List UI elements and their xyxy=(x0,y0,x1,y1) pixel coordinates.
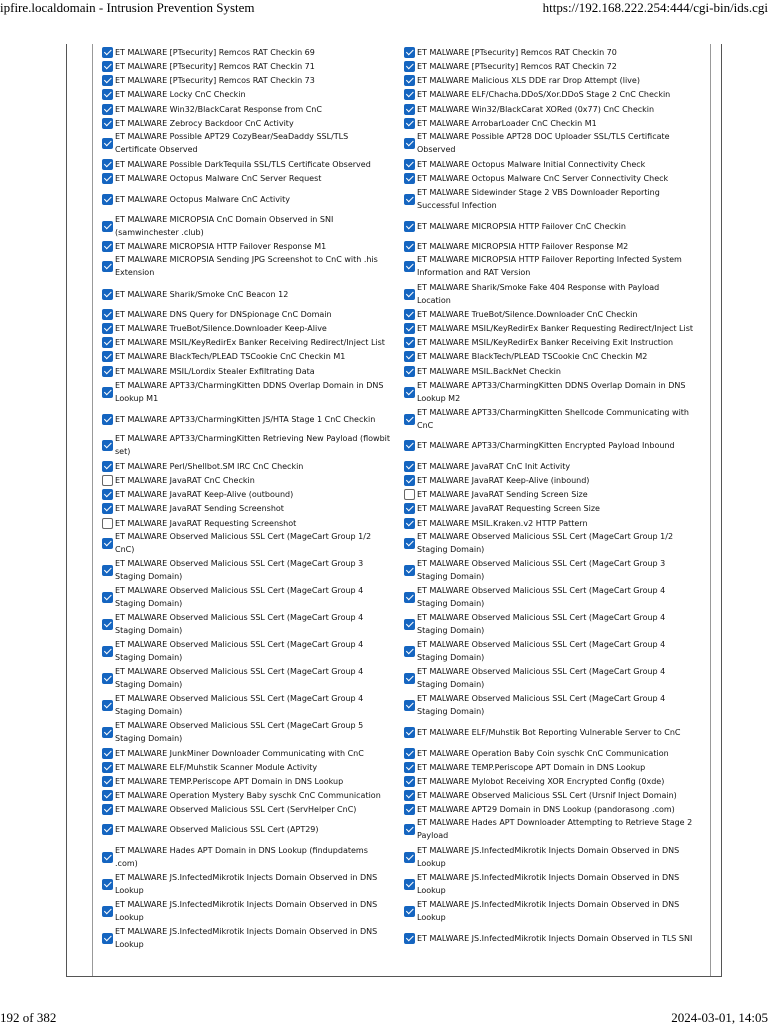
rule-checkbox[interactable] xyxy=(404,565,415,576)
rule-label: ET MALWARE TEMP.Periscope APT Domain in DNS Lookup xyxy=(115,776,344,786)
rule-label: ET MALWARE MICROPSIA HTTP Failover Response M1 xyxy=(115,241,327,251)
rule-label: ET MALWARE MICROPSIA HTTP Failover Response M2 xyxy=(417,241,629,251)
rule-label: ET MALWARE Observed Malicious SSL Cert (MageCart Group 4 Staging Domain) xyxy=(417,586,666,608)
rule-row[interactable] xyxy=(404,584,694,610)
rule-label: ET MALWARE Zebrocy Backdoor CnC Activity xyxy=(115,118,294,128)
rule-label: ET MALWARE Observed Malicious SSL Cert (MageCart Group 3 Staging Domain) xyxy=(115,559,364,581)
rule-row[interactable] xyxy=(404,816,694,842)
rule-label: ET MALWARE Win32/BlackCarat XORed (0x77) CnC Checkin xyxy=(417,104,655,114)
rule-row[interactable] xyxy=(404,638,694,664)
rule-row[interactable] xyxy=(404,611,694,637)
rule-checkbox[interactable] xyxy=(102,440,113,451)
rule-checkbox[interactable] xyxy=(102,118,113,129)
rule-label: ET MALWARE Observed Malicious SSL Cert (MageCart Group 4 Staging Domain) xyxy=(417,694,666,716)
rule-checkbox[interactable] xyxy=(102,804,113,815)
rule-row[interactable] xyxy=(102,925,392,951)
rule-label: ET MALWARE ELF/Muhstik Scanner Module Activity xyxy=(115,762,318,772)
rule-row[interactable] xyxy=(404,925,694,951)
rule-label: ET MALWARE Observed Malicious SSL Cert (MageCart Group 3 Staging Domain) xyxy=(417,559,666,581)
rule-label: ET MALWARE [PTsecurity] Remcos RAT Checkin 71 xyxy=(115,61,315,71)
rule-label: ET MALWARE MSIL/KeyRedirEx Banker Receiving Exit Instruction xyxy=(417,337,674,347)
rule-label: ET MALWARE Observed Malicious SSL Cert (MageCart Group 1/2 CnC) xyxy=(115,532,372,554)
rule-checkbox[interactable] xyxy=(404,366,415,377)
rule-label: ET MALWARE Observed Malicious SSL Cert (Ursnif Inject Domain) xyxy=(417,790,677,800)
rule-label: ET MALWARE Mylobot Receiving XOR Encrypted Config (0xde) xyxy=(417,776,665,786)
rule-row[interactable] xyxy=(102,584,392,610)
rule-label: ET MALWARE Octopus Malware CnC Activity xyxy=(115,194,291,204)
rule-checkbox[interactable] xyxy=(404,673,415,684)
rule-label: ET MALWARE Sidewinder Stage 2 VBS Downloader Reporting Successful Infection xyxy=(417,188,660,210)
rule-label: ET MALWARE APT33/CharmingKitten JS/HTA Stage 1 CnC Checkin xyxy=(115,414,376,424)
rule-row[interactable] xyxy=(404,665,694,691)
rule-label: ET MALWARE Hades APT Domain in DNS Lookup (findupdatems .com) xyxy=(115,846,368,868)
rule-label: ET MALWARE MICROPSIA CnC Domain Observed in SNI (samwinchester .club) xyxy=(115,215,334,237)
rule-checkbox[interactable] xyxy=(404,414,415,425)
rule-label: ET MALWARE [PTsecurity] Remcos RAT Checkin 70 xyxy=(417,47,617,57)
rule-row[interactable] xyxy=(404,557,694,583)
rule-checkbox[interactable] xyxy=(404,852,415,863)
rule-label: ET MALWARE Observed Malicious SSL Cert (MageCart Group 5 Staging Domain) xyxy=(115,721,364,743)
rule-checkbox[interactable] xyxy=(102,565,113,576)
rule-checkbox[interactable] xyxy=(404,387,415,398)
rule-label: ET MALWARE Observed Malicious SSL Cert (MageCart Group 4 Staging Domain) xyxy=(417,667,666,689)
rule-checkbox[interactable] xyxy=(404,173,415,184)
rule-label: ET MALWARE Observed Malicious SSL Cert (MageCart Group 4 Staging Domain) xyxy=(115,640,364,662)
rule-label: ET MALWARE ELF/Chacha.DDoS/Xor.DDoS Stage 2 CnC Checkin xyxy=(417,89,671,99)
rule-label: ET MALWARE Observed Malicious SSL Cert (ServHelper CnC) xyxy=(115,804,357,814)
rule-checkbox[interactable] xyxy=(404,241,415,252)
rule-label: ET MALWARE JunkMiner Downloader Communicating with CnC xyxy=(115,748,364,758)
rule-row[interactable] xyxy=(404,379,694,405)
rule-checkbox[interactable] xyxy=(102,173,113,184)
rule-checkbox[interactable] xyxy=(102,261,113,272)
rule-label: ET MALWARE JavaRAT Sending Screen Size xyxy=(417,489,588,499)
rule-row[interactable] xyxy=(404,898,694,924)
rule-label: ET MALWARE Perl/Shellbot.SM IRC CnC Checkin xyxy=(115,461,304,471)
rule-checkbox[interactable] xyxy=(404,118,415,129)
rule-checkbox[interactable] xyxy=(404,289,415,300)
rule-checkbox[interactable] xyxy=(102,592,113,603)
rule-label: ET MALWARE MICROPSIA Sending JPG Screenshot to CnC with .his Extension xyxy=(115,255,378,277)
rule-label: ET MALWARE JS.InfectedMikrotik Injects Domain Observed in DNS Lookup xyxy=(115,927,378,949)
rule-checkbox[interactable] xyxy=(404,194,415,205)
rule-label: ET MALWARE MSIL/KeyRedirEx Banker Receiving Redirect/Inject List xyxy=(115,337,385,347)
rule-label: ET MALWARE JS.InfectedMikrotik Injects Domain Observed in DNS Lookup xyxy=(115,900,378,922)
rule-label: ET MALWARE Observed Malicious SSL Cert (MageCart Group 4 Staging Domain) xyxy=(115,613,364,635)
rule-label: ET MALWARE APT33/CharmingKitten Encrypted Payload Inbound xyxy=(417,440,675,450)
rule-label: ET MALWARE JavaRAT Requesting Screenshot xyxy=(115,518,297,528)
rule-label: ET MALWARE ELF/Muhstik Bot Reporting Vulnerable Server to CnC xyxy=(417,727,681,737)
rule-label: ET MALWARE Observed Malicious SSL Cert (MageCart Group 1/2 Staging Domain) xyxy=(417,532,674,554)
rule-checkbox[interactable] xyxy=(102,727,113,738)
rule-checkbox[interactable] xyxy=(102,824,113,835)
rule-label: ET MALWARE MSIL.BackNet Checkin xyxy=(417,366,561,376)
rule-row[interactable] xyxy=(102,844,392,870)
rule-label: ET MALWARE Possible APT28 DOC Uploader SSL/TLS Certificate Observed xyxy=(417,132,670,154)
rule-label: ET MALWARE Locky CnC Checkin xyxy=(115,89,246,99)
rule-row[interactable] xyxy=(404,692,694,718)
rule-checkbox[interactable] xyxy=(102,221,113,232)
rule-label: ET MALWARE TEMP.Periscope APT Domain in DNS Lookup xyxy=(417,762,646,772)
rule-checkbox[interactable] xyxy=(404,727,415,738)
page-footer-date: 2024-03-01, 14:05 xyxy=(671,1010,768,1025)
rule-label: ET MALWARE Observed Malicious SSL Cert (MageCart Group 4 Staging Domain) xyxy=(115,694,364,716)
rule-checkbox[interactable] xyxy=(404,138,415,149)
rule-label: ET MALWARE Hades APT Downloader Attempting to Retrieve Stage 2 Payload xyxy=(417,818,693,840)
rule-row[interactable] xyxy=(404,253,694,279)
rule-row[interactable] xyxy=(404,871,694,897)
rule-row[interactable] xyxy=(102,406,392,432)
rule-checkbox[interactable] xyxy=(102,518,113,529)
rule-checkbox[interactable] xyxy=(102,879,113,890)
rule-label: ET MALWARE APT33/CharmingKitten Shellcode Communicating with CnC xyxy=(417,408,689,430)
rule-label: ET MALWARE APT33/CharmingKitten DDNS Overlap Domain in DNS Lookup M1 xyxy=(115,381,384,403)
rules-table-inner-border-left xyxy=(92,44,93,976)
rule-checkbox[interactable] xyxy=(102,366,113,377)
rule-row[interactable] xyxy=(102,692,392,718)
rule-row[interactable] xyxy=(404,186,694,212)
rule-label: ET MALWARE [PTsecurity] Remcos RAT Checkin 73 xyxy=(115,75,315,85)
rule-row[interactable] xyxy=(102,898,392,924)
rule-label: ET MALWARE MSIL.Kraken.v2 HTTP Pattern xyxy=(417,518,588,528)
rule-row[interactable] xyxy=(102,871,392,897)
rule-checkbox[interactable] xyxy=(102,194,113,205)
rule-label: ET MALWARE [PTsecurity] Remcos RAT Checkin 72 xyxy=(417,61,617,71)
rule-checkbox[interactable] xyxy=(404,592,415,603)
rule-label: ET MALWARE MSIL/Lordix Stealer Exfiltrating Data xyxy=(115,366,315,376)
rule-checkbox[interactable] xyxy=(102,138,113,149)
rule-checkbox[interactable] xyxy=(404,261,415,272)
rule-label: ET MALWARE BlackTech/PLEAD TSCookie CnC Checkin M2 xyxy=(417,351,648,361)
rule-label: ET MALWARE Octopus Malware CnC Server Connectivity Check xyxy=(417,173,669,183)
rule-label: ET MALWARE Observed Malicious SSL Cert (MageCart Group 4 Staging Domain) xyxy=(115,586,364,608)
rule-label: ET MALWARE JavaRAT CnC Checkin xyxy=(115,475,255,485)
rule-label: ET MALWARE ArrobarLoader CnC Checkin M1 xyxy=(417,118,597,128)
rule-label: ET MALWARE BlackTech/PLEAD TSCookie CnC Checkin M1 xyxy=(115,351,346,361)
rule-label: ET MALWARE APT33/CharmingKitten Retrieving New Payload (flowbit set) xyxy=(115,434,390,456)
page-header-title: ipfire.localdomain - Intrusion Prevention System xyxy=(0,0,255,15)
rule-checkbox[interactable] xyxy=(404,221,415,232)
rule-label: ET MALWARE Observed Malicious SSL Cert (MageCart Group 4 Staging Domain) xyxy=(417,640,666,662)
rule-label: ET MALWARE Sharik/Smoke Fake 404 Response with Payload Location xyxy=(417,283,660,305)
rule-label: ET MALWARE JS.InfectedMikrotik Injects Domain Observed in DNS Lookup xyxy=(417,900,680,922)
rule-checkbox[interactable] xyxy=(102,933,113,944)
rule-checkbox[interactable] xyxy=(102,852,113,863)
page-footer-count: 192 of 382 xyxy=(0,1010,57,1025)
rule-label: ET MALWARE JavaRAT Sending Screenshot xyxy=(115,503,284,513)
rule-row[interactable] xyxy=(102,665,392,691)
rule-label: ET MALWARE Win32/BlackCarat Response from CnC xyxy=(115,104,322,114)
rule-checkbox[interactable] xyxy=(102,619,113,630)
rule-label: ET MALWARE JS.InfectedMikrotik Injects Domain Observed in DNS Lookup xyxy=(417,873,680,895)
rule-checkbox[interactable] xyxy=(404,440,415,451)
rule-checkbox[interactable] xyxy=(102,538,113,549)
rule-checkbox[interactable] xyxy=(102,241,113,252)
rule-checkbox[interactable] xyxy=(102,289,113,300)
rule-label: ET MALWARE Possible DarkTequila SSL/TLS Certificate Observed xyxy=(115,159,371,169)
rule-label: ET MALWARE JavaRAT CnC Init Activity xyxy=(417,461,571,471)
rules-table-inner-border-right xyxy=(710,44,711,976)
rule-label: ET MALWARE JavaRAT Keep-Alive (inbound) xyxy=(417,475,590,485)
rule-row[interactable] xyxy=(102,530,392,556)
rule-label: ET MALWARE APT33/CharmingKitten DDNS Overlap Domain in DNS Lookup M2 xyxy=(417,381,686,403)
rule-label: ET MALWARE Malicious XLS DDE rar Drop Attempt (live) xyxy=(417,75,640,85)
rule-row[interactable] xyxy=(404,530,694,556)
rule-label: ET MALWARE JavaRAT Requesting Screen Size xyxy=(417,503,600,513)
rule-label: ET MALWARE Octopus Malware CnC Server Request xyxy=(115,173,322,183)
rule-checkbox[interactable] xyxy=(102,387,113,398)
rule-checkbox[interactable] xyxy=(102,646,113,657)
rule-checkbox[interactable] xyxy=(404,804,415,815)
rule-label: ET MALWARE JavaRAT Keep-Alive (outbound) xyxy=(115,489,294,499)
rule-label: ET MALWARE Operation Baby Coin syschk CnC Communication xyxy=(417,748,669,758)
rule-checkbox[interactable] xyxy=(102,906,113,917)
rule-checkbox[interactable] xyxy=(404,700,415,711)
rule-checkbox[interactable] xyxy=(102,673,113,684)
rule-label: ET MALWARE Possible APT29 CozyBear/SeaDaddy SSL/TLS Certificate Observed xyxy=(115,132,349,154)
rule-checkbox[interactable] xyxy=(404,538,415,549)
rule-label: ET MALWARE JS.InfectedMikrotik Injects Domain Observed in DNS Lookup xyxy=(115,873,378,895)
rule-label: ET MALWARE TrueBot/Silence.Downloader CnC Checkin xyxy=(417,309,638,319)
rule-label: ET MALWARE Observed Malicious SSL Cert (APT29) xyxy=(115,824,319,834)
rule-label: ET MALWARE MSIL/KeyRedirEx Banker Requesting Redirect/Inject List xyxy=(417,323,694,333)
rule-label: ET MALWARE Sharik/Smoke CnC Beacon 12 xyxy=(115,289,289,299)
rule-checkbox[interactable] xyxy=(404,646,415,657)
rule-row[interactable] xyxy=(102,253,392,279)
rule-label: ET MALWARE Observed Malicious SSL Cert (MageCart Group 4 Staging Domain) xyxy=(417,613,666,635)
rule-label: ET MALWARE DNS Query for DNSpionage CnC Domain xyxy=(115,309,332,319)
rule-label: ET MALWARE MICROPSIA HTTP Failover CnC Checkin xyxy=(417,221,626,231)
rule-row[interactable] xyxy=(102,611,392,637)
rule-label: ET MALWARE [PTsecurity] Remcos RAT Checkin 69 xyxy=(115,47,315,57)
rule-label: ET MALWARE TrueBot/Silence.Downloader Keep-Alive xyxy=(115,323,327,333)
rule-label: ET MALWARE APT29 Domain in DNS Lookup (pandorasong .com) xyxy=(417,804,675,814)
rule-checkbox[interactable] xyxy=(102,414,113,425)
rule-label: ET MALWARE Operation Mystery Baby syschk CnC Communication xyxy=(115,790,381,800)
rule-row[interactable] xyxy=(102,379,392,405)
rule-checkbox[interactable] xyxy=(404,879,415,890)
rule-row[interactable] xyxy=(102,816,392,842)
rule-row[interactable] xyxy=(404,406,694,432)
rule-checkbox[interactable] xyxy=(102,700,113,711)
rule-checkbox[interactable] xyxy=(404,619,415,630)
rule-checkbox[interactable] xyxy=(404,906,415,917)
rule-row[interactable] xyxy=(102,638,392,664)
rule-label: ET MALWARE Octopus Malware Initial Connectivity Check xyxy=(417,159,646,169)
rule-row[interactable] xyxy=(102,557,392,583)
rule-checkbox[interactable] xyxy=(404,518,415,529)
rule-label: ET MALWARE JS.InfectedMikrotik Injects Domain Observed in DNS Lookup xyxy=(417,846,680,868)
rule-row[interactable] xyxy=(102,186,392,212)
rule-checkbox[interactable] xyxy=(404,824,415,835)
rule-row[interactable] xyxy=(404,844,694,870)
rule-label: ET MALWARE MICROPSIA HTTP Failover Reporting Infected System Information and RAT Version xyxy=(417,255,682,277)
rule-label: ET MALWARE JS.InfectedMikrotik Injects Domain Observed in TLS SNI xyxy=(417,933,693,943)
rule-checkbox[interactable] xyxy=(404,933,415,944)
page-header-url: https://192.168.222.254:444/cgi-bin/ids.cgi xyxy=(542,0,768,15)
rule-label: ET MALWARE Observed Malicious SSL Cert (MageCart Group 4 Staging Domain) xyxy=(115,667,364,689)
